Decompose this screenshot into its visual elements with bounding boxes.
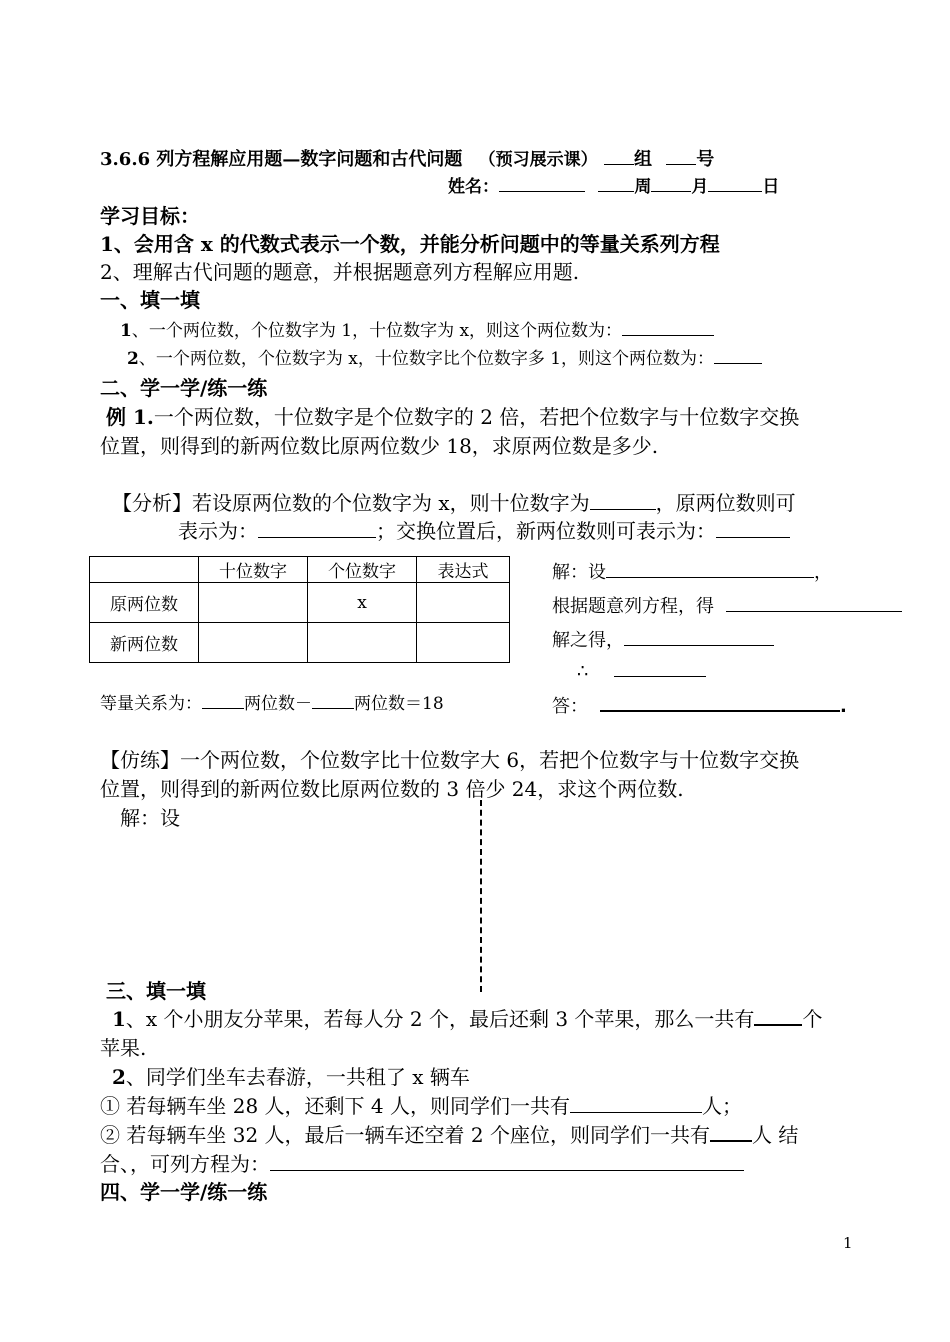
table-header-cell: 十位数字 (199, 557, 308, 583)
table-cell: x (308, 583, 417, 623)
solution-solve-label: 解之得， (552, 630, 624, 651)
table-header-row (90, 557, 510, 583)
solution-solve (552, 626, 774, 652)
section1-question-2 (127, 344, 762, 369)
table-header-cell: 个位数字 (308, 557, 417, 583)
section2-heading: 二、学一学/练一练 (100, 376, 268, 400)
solution-therefore-blank[interactable] (614, 658, 706, 677)
apples-blank[interactable] (754, 1004, 802, 1026)
example-line-2: 位置，则得到的新两位数比原两位数少 18，求原两位数是多少. (100, 434, 659, 458)
s3-equation-text: 合、，可列方程为： (100, 1152, 270, 1176)
practice-text-1: 一个两位数，个位数字比十位数字大 6，若把个位数字与十位数字交换 (180, 748, 800, 772)
analysis-text-1b: ，原两位数则可 (655, 491, 796, 515)
analysis-text-2a: 表示为： (178, 519, 258, 543)
new-expr-blank[interactable] (716, 517, 790, 538)
relation-text-c: 两位数＝18 (354, 694, 444, 714)
analysis-text-2b: ；交换位置后，新两位数则可表示为： (376, 519, 716, 543)
title-text: 3.6.6 列方程解应用题—数字问题和古代问题 (100, 149, 463, 170)
table-row-label: 新两位数 (90, 623, 199, 663)
week-blank[interactable] (598, 174, 634, 192)
subtitle: （预习展示课） (478, 150, 598, 170)
section3-question-2 (112, 1061, 470, 1090)
table-header-cell: 表达式 (417, 557, 510, 583)
number-blank[interactable] (666, 146, 696, 165)
section3-heading: 三、填一填 (106, 979, 206, 1003)
solution-period: . (840, 696, 847, 717)
day-blank[interactable] (708, 174, 762, 192)
section1-question-1 (120, 316, 714, 341)
original-expr-blank[interactable] (258, 517, 376, 538)
table-row-label: 原两位数 (90, 583, 199, 623)
digit-table (89, 556, 510, 663)
therefore-symbol: ∴ (577, 661, 589, 682)
relation-blank-2[interactable] (312, 691, 354, 709)
solution-equation-blank[interactable] (726, 593, 902, 612)
analysis-text-1a: 若设原两位数的个位数字为 x，则十位数字为 (192, 491, 590, 515)
solution-solve-blank[interactable] (624, 627, 774, 646)
relation-text-a: 等量关系为： (100, 694, 202, 714)
s3-q1-number: 1 (112, 1007, 126, 1031)
table-header-cell (90, 557, 199, 583)
s3-item2-text: ② 若每辆车坐 32 人，最后一辆车还空着 2 个座位，则同学们一共有 (100, 1123, 710, 1147)
example-label: 例 1. (106, 405, 154, 429)
week-label: 周 (634, 177, 652, 197)
name-blank[interactable] (499, 174, 585, 192)
dashed-divider (480, 800, 482, 992)
q1-blank[interactable] (622, 318, 714, 336)
table-cell[interactable] (417, 623, 510, 663)
example-text-1: 一个两位数，十位数字是个位数字的 2 倍，若把个位数字与十位数字交换 (153, 405, 800, 429)
page-number: 1 (843, 1234, 853, 1252)
table-cell[interactable] (199, 623, 308, 663)
goal-item-2: 2、理解古代问题的题意，并根据题意列方程解应用题. (100, 260, 580, 284)
solution-let-blank[interactable] (606, 559, 814, 578)
example-line-1 (106, 401, 799, 430)
solution-answer-label: 答： (552, 696, 588, 717)
table-cell[interactable] (199, 583, 308, 623)
solution-answer-blank[interactable] (600, 692, 840, 712)
solution-equation (552, 592, 902, 618)
solution-therefore (577, 658, 706, 682)
section3-question-1 (112, 1003, 822, 1032)
practice-solution-let: 解：设 (120, 806, 180, 830)
day-label: 日 (762, 177, 780, 197)
solution-equation-label: 根据题意列方程，得 (552, 596, 714, 617)
month-blank[interactable] (651, 174, 691, 192)
analysis-line-2 (178, 515, 790, 544)
table-row (90, 583, 510, 623)
students-blank-2[interactable] (710, 1120, 752, 1142)
relation-text-b: 两位数－ (244, 694, 312, 714)
equation-blank[interactable] (270, 1150, 744, 1171)
section4-heading: 四、学一学/练一练 (100, 1180, 268, 1204)
students-blank-1[interactable] (570, 1092, 702, 1113)
tens-digit-blank[interactable] (590, 489, 656, 510)
q1-number: 1 (120, 321, 132, 341)
q2-number: 2 (127, 349, 139, 369)
solution-comma: ， (814, 562, 832, 583)
table-cell[interactable] (417, 583, 510, 623)
student-info (448, 172, 779, 197)
solution-answer (552, 692, 847, 718)
number-label: 号 (696, 149, 715, 170)
solution-let (552, 558, 832, 584)
s3-q2-number: 2 (112, 1065, 126, 1089)
s3-q2-text: 、同学们坐车去春游，一共租了 x 辆车 (125, 1065, 470, 1089)
practice-line-2: 位置，则得到的新两位数比原两位数的 3 倍少 24，求这个两位数. (100, 777, 684, 801)
section3-item-1 (100, 1090, 742, 1119)
s3-item2-unit: 人 结 (751, 1123, 799, 1147)
month-label: 月 (691, 177, 709, 197)
goals-heading: 学习目标： (100, 204, 200, 228)
equality-relation (100, 689, 444, 714)
table-cell[interactable] (308, 623, 417, 663)
section3-question-1-line2: 苹果. (100, 1036, 147, 1060)
practice-line-1 (100, 744, 799, 773)
s3-q1-text: 、x 个小朋友分苹果，若每人分 2 个，最后还剩 3 个苹果，那么一共有 (125, 1007, 755, 1031)
q1-text: 、一个两位数，个位数字为 1，十位数字为 x，则这个两位数为： (131, 321, 623, 341)
q2-text: 、一个两位数，个位数字为 x，十位数字比个位数字多 1，则这个两位数为： (138, 349, 715, 369)
section3-equation-line (100, 1148, 744, 1177)
table-row (90, 623, 510, 663)
solution-let-label: 解：设 (552, 562, 606, 583)
section3-item-2 (100, 1119, 798, 1148)
page-title (100, 145, 714, 171)
q2-blank[interactable] (714, 346, 762, 364)
relation-blank-1[interactable] (202, 691, 244, 709)
s3-item1-text: ① 若每辆车坐 28 人，还剩下 4 人，则同学们一共有 (100, 1094, 570, 1118)
s3-item1-unit: 人； (701, 1094, 742, 1118)
practice-bracket: 【仿练】 (100, 748, 180, 772)
goal-item-1: 1、会用含 x 的代数式表示一个数，并能分析问题中的等量关系列方程 (100, 232, 720, 256)
s3-q1-unit: 个 (802, 1007, 823, 1031)
name-label: 姓名： (448, 177, 499, 197)
analysis-bracket: 【分析】 (112, 491, 192, 515)
section1-heading: 一、填一填 (100, 288, 200, 312)
analysis-line-1 (112, 487, 796, 516)
group-label: 组 (633, 149, 652, 170)
group-blank[interactable] (604, 146, 634, 165)
